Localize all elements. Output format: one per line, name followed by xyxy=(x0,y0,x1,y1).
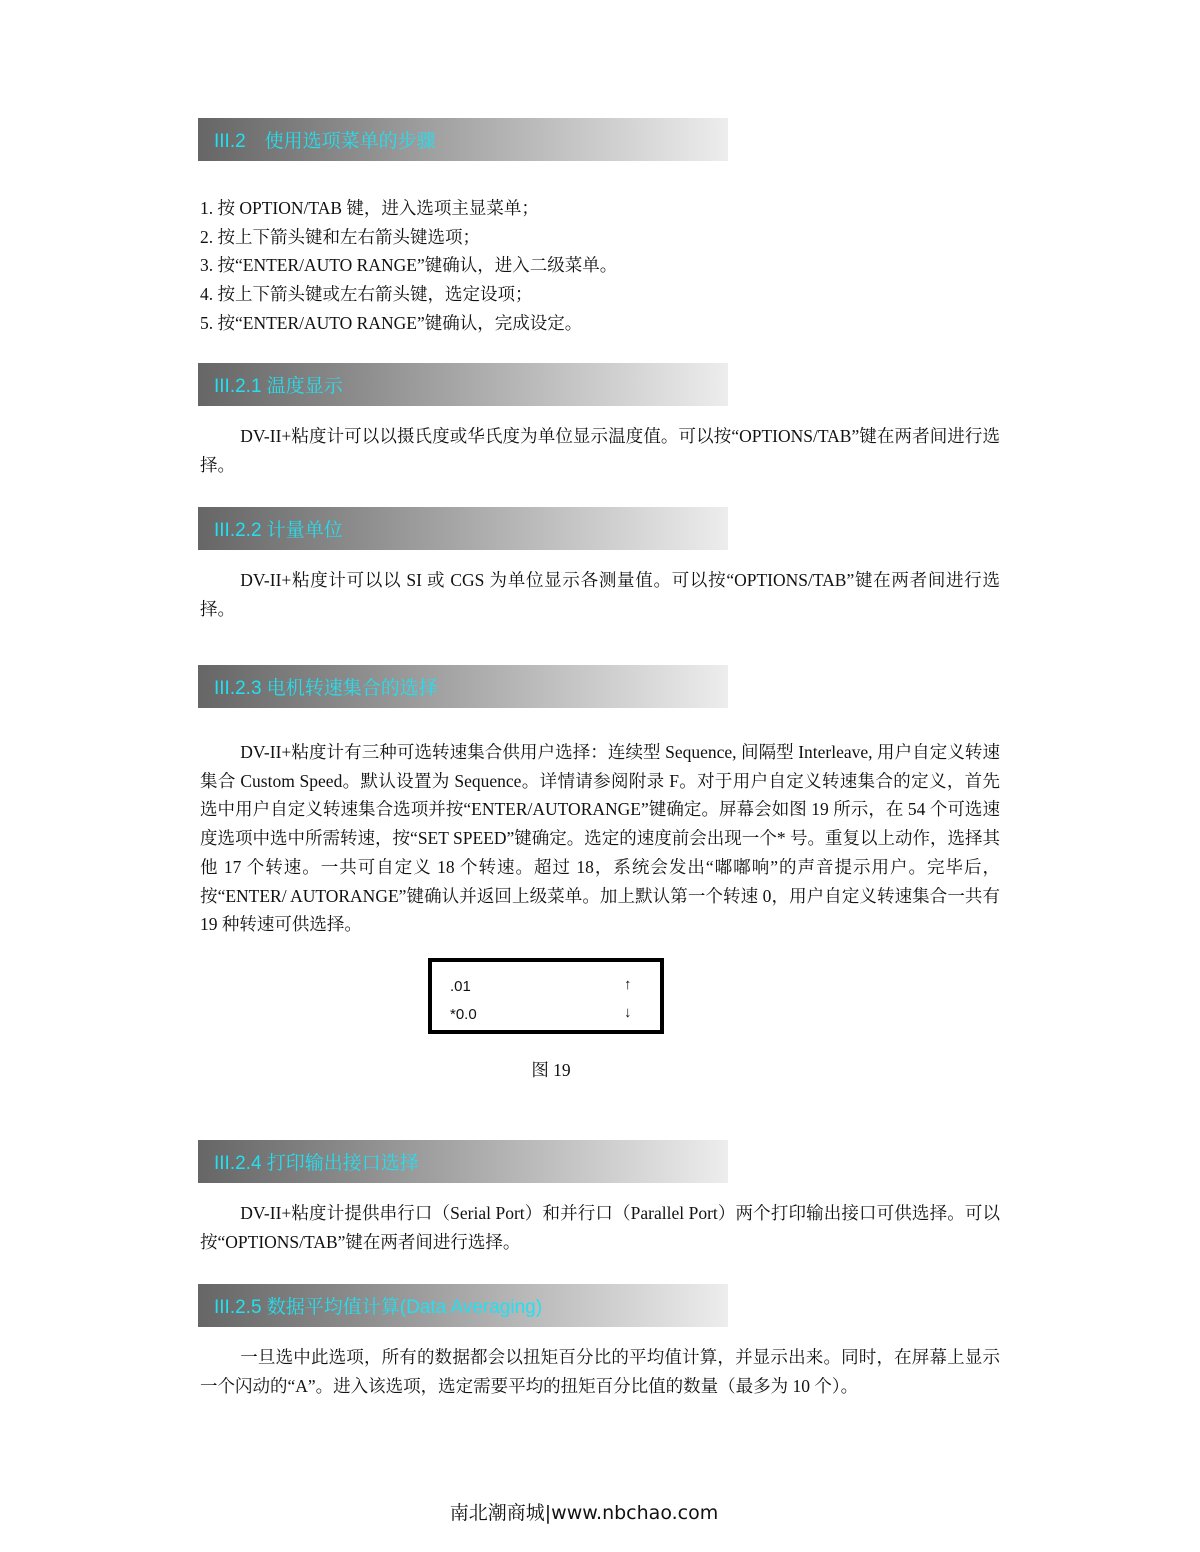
list-item: 3. 按“ENTER/AUTO RANGE”键确认，进入二级菜单。 xyxy=(200,255,618,276)
up-arrow-icon: ↑ xyxy=(624,976,632,993)
list-item: 4. 按上下箭头键或左右箭头键，选定设项； xyxy=(200,284,533,305)
paragraph-printer-port: DV-II+粘度计提供串行口（Serial Port）和并行口（Parallel Port）两个打印输出接口可供选择。可以按“OPTIONS/TAB”键在两者间进行选择。 xyxy=(200,1203,1000,1252)
section-heading-data-averaging xyxy=(198,1284,728,1327)
paragraph-units: DV-II+粘度计可以以 SI 或 CGS 为单位显示各测量值。可以按“OPTIONS/TAB”键在两者间进行选择。 xyxy=(200,570,1000,619)
down-arrow-icon: ↓ xyxy=(624,1004,632,1021)
heading-text: III.2.4 打印输出接口选择 xyxy=(214,1153,419,1174)
figure-caption: 图 19 xyxy=(531,1060,571,1080)
lcd-line-1: .01 xyxy=(450,978,471,995)
paragraph-temperature: DV-II+粘度计可以以摄氏度或华氏度为单位显示温度值。可以按“OPTIONS/TAB”键在两者间进行选择。 xyxy=(200,426,1000,475)
heading-text: III.2.2 计量单位 xyxy=(214,520,343,541)
page-footer: 南北潮商城|www.nbchao.com xyxy=(449,1502,719,1524)
paragraph-data-averaging: 一旦选中此选项，所有的数据都会以扭矩百分比的平均值计算，并显示出来。同时，在屏幕上显示一个闪动的“A”。进入该选项，选定需要平均的扭矩百分比值的数量（最多为 10 个）。 xyxy=(200,1347,1000,1396)
heading-text: III.2 使用选项菜单的步骤 xyxy=(214,131,436,152)
section-heading-speed-set xyxy=(198,665,728,708)
paragraph-speed-set: DV-II+粘度计有三种可选转速集合供用户选择：连续型 Sequence, 间隔型 Interleave, 用户自定义转速集合 Custom Speed。默认设置为 Sequence。详情请参阅附录 F。对于用户自定义转速集合的定义，首先选中用户自定义转速集合选项并按“ENTER/AUTORANGE”键确定。屏幕会如图 19 所示，在 54 个可选速度选项中选中所需转速，按“SET SPEED”键确定。选定的速度前会出现一个* 号。重复以上动作，选择其他 17 个转速。一共可自定义 18 个转速。超过 18，系统会发出“嘟嘟响”的声音提示用户。完毕后，按“ENTER/ AUTORANGE”键确认并返回上级菜单。加上默认第一个转速 0，用户自定义转速集合一共有 19 种转速可供选择。 xyxy=(200,742,1000,935)
heading-text: III.2.3 电机转速集合的选择 xyxy=(214,678,438,699)
list-item: 5. 按“ENTER/AUTO RANGE”键确认，完成设定。 xyxy=(200,312,583,333)
section-heading-options-steps xyxy=(198,118,728,161)
section-heading-units xyxy=(198,507,728,550)
steps-list xyxy=(200,194,617,338)
heading-text: III.2.1 温度显示 xyxy=(214,376,343,397)
list-item: 1. 按 OPTION/TAB 键，进入选项主显菜单； xyxy=(200,198,539,218)
section-heading-printer-port xyxy=(198,1140,728,1183)
lcd-line-2: *0.0 xyxy=(450,1006,477,1023)
heading-text: III.2.5 数据平均值计算(Data Averaging) xyxy=(214,1297,543,1318)
list-item: 2. 按上下箭头键和左右箭头键选项； xyxy=(200,226,480,247)
section-heading-temperature xyxy=(198,363,728,406)
lcd-display-figure xyxy=(428,958,664,1034)
